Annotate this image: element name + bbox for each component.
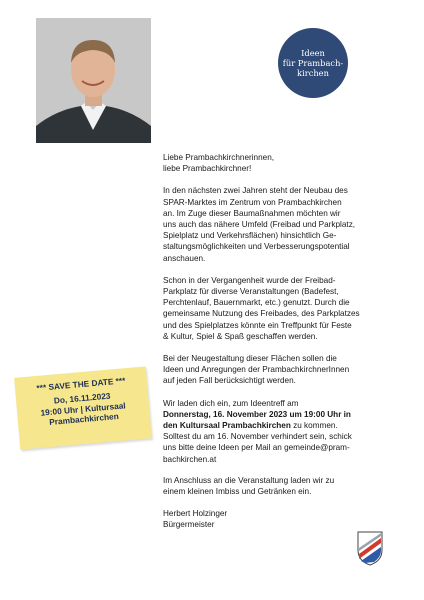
letter-body <box>163 152 395 542</box>
portrait-illustration <box>36 18 151 143</box>
portrait-photo <box>36 18 151 143</box>
signature: Herbert Holzinger Bürgermeister <box>163 509 228 530</box>
paragraph-invitation <box>163 398 395 465</box>
save-the-date-note <box>14 366 152 449</box>
sticky-note-body: Do, 16.11.2023 19:00 Uhr | Kultursaal Prambachkirchen <box>40 390 126 428</box>
paragraph-history: Schon in der Vergangenheit wurde der Freibad- Parkplatz für diverse Veranstaltungen (Badefest, Perchtenlauf, Bauernmarkt, etc.) genutzt. Durch die gemeinsame Nutzung des Freibades, des Parkplatzes und des Spielplatzes könnte ein Treffpunkt für Feste & Kultur, Spiel & Spaß geschaffen werden. <box>163 275 360 341</box>
paragraph-reception: Im Anschluss an die Veranstaltung laden wir zu einem kleinen Imbiss und Getränken ein. <box>163 475 335 497</box>
ideas-badge <box>278 28 348 98</box>
paragraph-intro: In den nächsten zwei Jahren steht der Neubau des SPAR-Marktes im Zentrum von Prambachkirchen an. Im Zuge dieser Baumaßnahmen möchten wir uns auch das nähere Umfeld (Freibad und Parkplatz, Spielplatz und Verkehrsflächen) hinsichtlich Ge- staltungsmöglichkeiten und Verbesserungspotential anschauen. <box>163 186 356 263</box>
sticky-note-title: *** SAVE THE DATE *** <box>36 375 126 393</box>
paragraph-ideas: Bei der Neugestaltung dieser Flächen sollen die Ideen und Anregungen der PrambachkirchnerInnen auf jeden Fall berücksichtigt werden. <box>163 354 350 386</box>
badge-text: Ideen für Prambach- kirchen <box>282 47 344 79</box>
invitation-date-location: Donnerstag, 16. November 2023 um 19:00 Uhr in den Kultursaal Prambachkirchen <box>163 409 351 431</box>
invitation-intro: Wir laden dich ein, zum Ideentreff am <box>163 398 299 408</box>
invitation-rest: zu kommen. Solltest du am 16. November verhindert sein, schick uns bitte deine Ideen per Mail an gemeinde@pram- bachkirchen.at <box>163 421 352 464</box>
greeting: Liebe Prambachkirchnerinnen, liebe Prambachkirchner! <box>163 153 275 174</box>
coat-of-arms-icon <box>357 530 383 566</box>
